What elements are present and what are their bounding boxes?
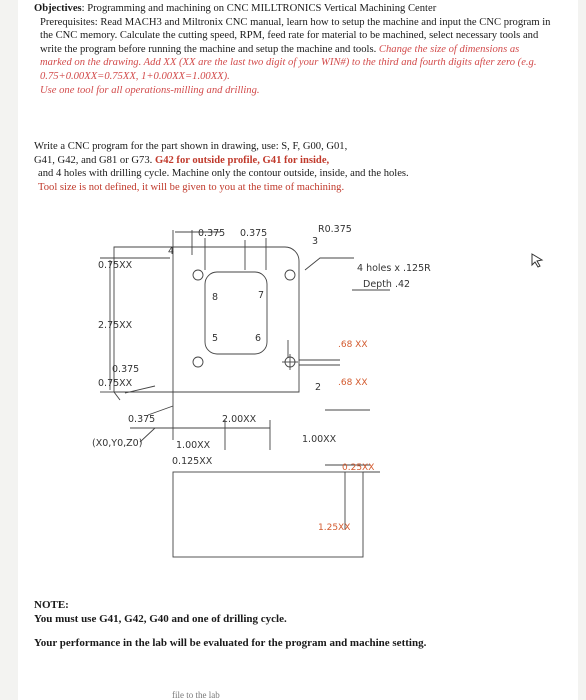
objectives-section (34, 2, 552, 97)
dim-r0375: R0.375 (318, 224, 352, 235)
note-section (34, 598, 554, 650)
dim-025xx: 0.25XX (342, 463, 375, 473)
part-drawing (70, 210, 550, 590)
dim-0125xx: 0.125XX (172, 456, 213, 467)
drawing-svg (70, 210, 550, 590)
label-2: 2 (315, 382, 322, 393)
label-4: 4 (168, 246, 175, 257)
objectives-label: Objectives (34, 3, 82, 14)
holes-note: 4 holes x .125R (357, 263, 431, 274)
dim-068xx-a: .68 XX (338, 340, 368, 350)
dim-100xx-b: 1.00XX (302, 434, 337, 445)
depth-note: Depth .42 (363, 279, 411, 290)
hole (193, 270, 203, 280)
leader-line (305, 258, 354, 270)
task-line-1: Write a CNC program for the part shown in drawing, use: S, F, G00, G01, (34, 141, 348, 152)
prerequisites-text: Prerequisites: Read MACH3 and Miltronix CNC manual, learn how to setup the machine and input the CNC program in the CNC memory. Calculate the cutting speed, RPM, feed rate for material to be machined, select necessary tools and write the program before running the machine and setup the machine and tools. (40, 16, 551, 55)
outer-profile (114, 247, 299, 392)
tool-instruction: Use one tool for all operations-milling and drilling. (40, 84, 260, 96)
hole (285, 270, 295, 280)
note-title: NOTE: (34, 599, 69, 611)
dim-125xx: 1.25XX (318, 523, 351, 533)
objectives-text: : Programming and machining on CNC MILLTRONICS Vertical Machining Center (81, 3, 437, 14)
point-7: 7 (258, 290, 265, 301)
task-line-3: and 4 holes with drilling cycle. Machine only the contour outside, inside, and the holes. (38, 168, 409, 180)
cut-off-text: file to the lab (172, 690, 220, 700)
task-line-4: Tool size is not defined, it will be given to you at the time of machining. (38, 181, 345, 193)
dim-200xx: 2.00XX (222, 414, 257, 425)
point-5: 5 (212, 333, 219, 344)
point-8: 8 (212, 292, 219, 303)
task-section (34, 140, 552, 194)
dim-100xx-a: 1.00XX (176, 440, 211, 451)
dim-075xx-b: 0.75XX (98, 378, 133, 389)
dim-0375-d: 0.375 (128, 414, 156, 425)
dim-075xx: 0.75XX (98, 260, 133, 271)
dim-0375-c: 0.375 (112, 364, 140, 375)
dim-0375-a: 0.375 (198, 228, 226, 239)
origin-label: (X0,Y0,Z0) (92, 438, 143, 449)
task-line-2b: G42 for outside profile, G41 for inside, (154, 154, 330, 166)
note-line-1: You must use G41, G42, G40 and one of drilling cycle. (34, 613, 287, 625)
label-3: 3 (312, 236, 319, 247)
dim-068xx-b: .68 XX (338, 378, 368, 388)
lower-block (173, 472, 363, 557)
task-line-2a: G41, G42, and G81 or G73. (34, 154, 153, 166)
corner-mark (114, 392, 120, 400)
dim-275xx: 2.75XX (98, 320, 133, 331)
dimension-instruction: Change the size of dimensions as marked on the drawing. Add XX (XX are the last two digit of your WIN#) to the third and fourth digits after zero (e.g. 0.75+0.00XX=0.75XX, 1+0.00XX=1.00XX). (40, 43, 537, 82)
dim-0375-b: 0.375 (240, 228, 268, 239)
hole (193, 357, 203, 367)
point-6: 6 (255, 333, 262, 344)
note-line-2: Your performance in the lab will be evaluated for the program and machine setting. (34, 637, 427, 649)
mouse-pointer-icon (530, 252, 544, 273)
